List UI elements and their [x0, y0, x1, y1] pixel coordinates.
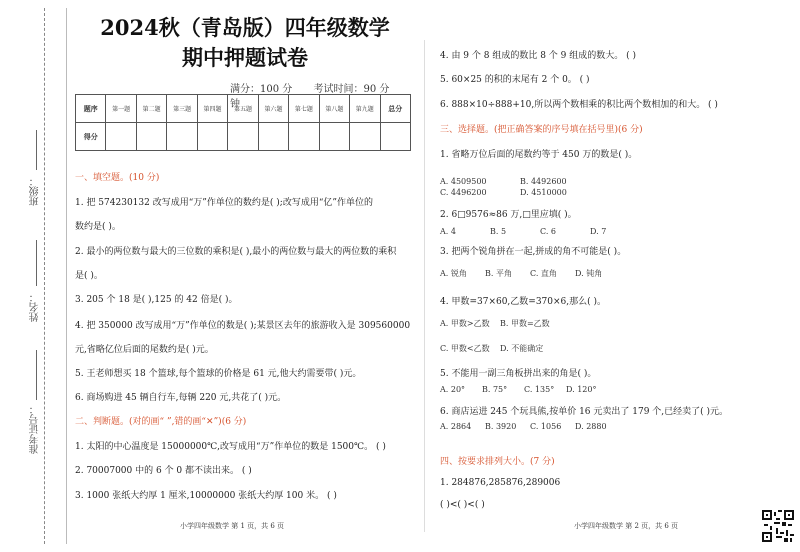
option[interactable]: B. 75°: [482, 385, 508, 394]
question-3-4: 4. 甲数=37×60,乙数=370×6,那么( )。: [440, 297, 607, 307]
section-ordering-title: 四、按要求排列大小。(7 分): [440, 457, 555, 467]
question-1-1b: 数约是( )。: [75, 222, 121, 232]
option[interactable]: B. 3920: [485, 422, 517, 431]
class-underline: [36, 130, 37, 170]
score-blank[interactable]: [319, 123, 349, 151]
section-fill-blank-title: 一、填空题。(10 分): [75, 173, 160, 183]
score-cell: 第九题: [350, 95, 380, 123]
question-1-6: 6. 商场购进 45 辆自行车,每辆 220 元,共花了( )元。: [75, 393, 287, 403]
score-cell: 第八题: [319, 95, 349, 123]
option[interactable]: B. 平角: [485, 269, 512, 278]
score-cell: 第六题: [258, 95, 288, 123]
score-cell: 第二题: [136, 95, 166, 123]
question-2-6: 6. 888×10÷888+10,所以两个数相乘的积比两个数相加的和大。 ( ): [440, 100, 718, 110]
full-score: 满分：100 分: [230, 84, 293, 95]
question-2-4: 4. 由 9 个 8 组成的数比 8 个 9 组成的数大。 ( ): [440, 51, 636, 61]
question-1-5: 5. 王老师想买 18 个篮球,每个篮球的价格是 61 元,他大约需要带( )元。: [75, 369, 362, 379]
margin-border: [66, 8, 67, 544]
option[interactable]: A. 20°: [440, 385, 466, 394]
option[interactable]: C. 6: [540, 227, 557, 236]
score-blank[interactable]: [197, 123, 227, 151]
score-table-score-row: [76, 123, 411, 151]
question-1-1a: 1. 把 574230132 改写成用“万”作单位的数约是( );改写成用“亿”作单位的: [75, 198, 374, 208]
exam-subtitle: 期中押题试卷: [182, 45, 308, 70]
page-footer-left: 小学四年级数学 第 1 页，共 6 页: [180, 522, 285, 530]
qr-code-icon: [762, 510, 794, 542]
question-3-3-options: [440, 268, 602, 279]
score-blank[interactable]: [350, 123, 380, 151]
page-footer-right: 小学四年级数学 第 2 页，共 6 页: [574, 522, 679, 530]
score-cell: 总分: [380, 95, 410, 123]
section-choice-title: 三、选择题。(把正确答案的序号填在括号里)(6 分): [440, 125, 643, 135]
option[interactable]: D. 钝角: [575, 269, 603, 278]
option[interactable]: C. 135°: [524, 385, 555, 394]
question-3-5: 5. 不能用一副三角板拼出来的角是( )。: [440, 369, 597, 379]
question-1-4a: 4. 把 350000 改写成用“万”作单位的数是( );某景区去年的旅游收入是 309560000: [75, 321, 411, 331]
page-divider: [424, 40, 425, 532]
question-2-3: 3. 1000 张纸大约厚 1 厘米,10000000 张纸大约厚 100 米。 ( ): [75, 491, 337, 501]
score-row-label: 得分: [76, 123, 106, 151]
score-blank[interactable]: [258, 123, 288, 151]
name-label: 姓名：: [30, 292, 41, 322]
score-cell: 第四题: [197, 95, 227, 123]
left-page: [70, 0, 415, 552]
option[interactable]: A. 锐角: [440, 269, 467, 278]
question-3-2: 2. 6□9576≈86 万,□里应填( )。: [440, 210, 577, 220]
section-true-false-title: 二、判断题。(对的画“ ”,错的画“✕”)(6 分): [75, 417, 247, 427]
right-page: [432, 0, 782, 552]
option[interactable]: A. 4509500: [440, 177, 487, 186]
exam-no-underline: [36, 350, 37, 400]
question-3-3: 3. 把两个锐角拼在一起,拼成的角不可能是( )。: [440, 247, 627, 257]
class-label: 班级：: [30, 176, 41, 206]
score-cell: 第一题: [106, 95, 136, 123]
question-2-1: 1. 太阳的中心温度是 15000000℃,改写成用“万”作单位的数是 1500℃。 ( ): [75, 442, 386, 452]
score-blank[interactable]: [228, 123, 258, 151]
question-3-1: 1. 省略万位后面的尾数约等于 450 万的数是( )。: [440, 150, 638, 160]
score-table: [75, 94, 411, 151]
exam-no-label: 准考证号：: [30, 404, 41, 454]
option[interactable]: C. 直角: [530, 269, 557, 278]
option[interactable]: A. 4: [440, 227, 456, 236]
score-cell: 第三题: [167, 95, 197, 123]
option[interactable]: C. 1056: [530, 422, 562, 431]
exam-title: 2024秋（青岛版）四年级数学: [100, 15, 390, 40]
name-underline: [36, 240, 37, 286]
binding-margin: [0, 0, 62, 552]
option[interactable]: A. 甲数>乙数: [440, 319, 490, 328]
question-3-1-options: [440, 177, 640, 197]
score-cell: 第七题: [289, 95, 319, 123]
question-1-2b: 是( )。: [75, 271, 103, 281]
score-blank[interactable]: [167, 123, 197, 151]
question-3-4-options-ab: [440, 318, 550, 329]
question-1-2a: 2. 最小的两位数与最大的三位数的乘积是( ),最小的两位数与最大的两位数的乘积: [75, 247, 397, 257]
score-blank[interactable]: [289, 123, 319, 151]
question-2-5: 5. 60×25 的积的末尾有 2 个 0。 ( ): [440, 75, 590, 85]
score-blank[interactable]: [136, 123, 166, 151]
question-4-1-blanks[interactable]: ( )<( )<( ): [440, 500, 485, 510]
option[interactable]: D. 不能确定: [500, 344, 544, 353]
option[interactable]: C. 4496200: [440, 188, 487, 197]
option[interactable]: B. 4492600: [520, 177, 567, 186]
question-1-4b: 元,省略亿位后面的尾数约是( )元。: [75, 345, 214, 355]
option[interactable]: A. 2864: [440, 422, 472, 431]
score-table-header-row: [76, 95, 411, 123]
fold-line: [44, 8, 45, 544]
option[interactable]: D. 120°: [566, 385, 597, 394]
question-1-3: 3. 205 个 18 是( ),125 的 42 倍是( )。: [75, 295, 238, 305]
score-blank[interactable]: [106, 123, 136, 151]
question-2-2: 2. 70007000 中的 6 个 0 都不读出来。 ( ): [75, 466, 252, 476]
question-3-2-options: [440, 227, 606, 236]
option[interactable]: D. 4510000: [520, 188, 567, 197]
score-cell: 题序: [76, 95, 106, 123]
option[interactable]: B. 甲数=乙数: [500, 319, 550, 328]
question-3-5-options: [440, 385, 596, 394]
option[interactable]: D. 2880: [575, 422, 607, 431]
score-cell: 第五题: [228, 95, 258, 123]
question-3-4-options-cd: [440, 343, 543, 354]
score-blank[interactable]: [380, 123, 410, 151]
exam-time: 考试时间：90 分钟: [230, 84, 390, 110]
question-3-6: 6. 商店运进 245 个玩具熊,按单价 16 元卖出了 179 个,已经卖了( )元。: [440, 407, 729, 417]
option[interactable]: B. 5: [490, 227, 507, 236]
question-3-6-options: [440, 422, 607, 431]
option[interactable]: C. 甲数<乙数: [440, 344, 490, 353]
option[interactable]: D. 7: [590, 227, 607, 236]
question-4-1: 1. 284876,285876,289006: [440, 478, 561, 488]
